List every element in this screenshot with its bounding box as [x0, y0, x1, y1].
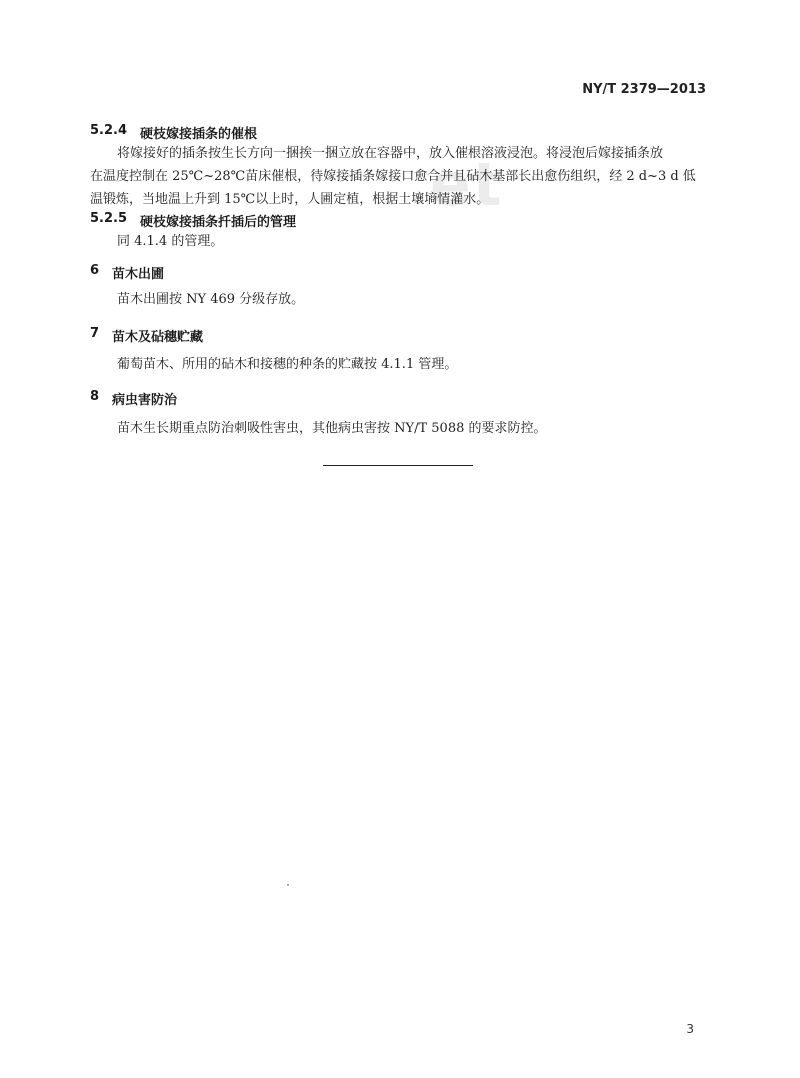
- section-title: 苗木出圃: [112, 267, 165, 282]
- paragraph-line: 将嫁接好的插条按生长方向一捆挨一捆立放在容器中，放入催根溶液浸泡。将浸泡后嫁接插条放: [117, 146, 664, 161]
- end-rule: [323, 465, 473, 466]
- paragraph-line: 苗木生长期重点防治刺吸性害虫，其他病虫害按 NY/T 5088 的要求防控。: [117, 421, 547, 436]
- section-title: 苗木及砧穗贮藏: [112, 330, 204, 345]
- section-title: 硬枝嫁接插条的催根: [140, 127, 258, 142]
- section-title: 病虫害防治: [112, 393, 178, 408]
- section-number: 7: [90, 326, 100, 341]
- section-number: 5.2.4: [90, 123, 128, 138]
- paragraph-line: 在温度控制在 25℃~28℃苗床催根，待嫁接插条嫁接口愈合并且砧木基部长出愈伤组织，经 2 d~3 d 低: [90, 169, 696, 184]
- watermark: et: [430, 150, 504, 220]
- page-number: 3: [686, 1022, 694, 1036]
- paragraph-line: 同 4.1.4 的管理。: [117, 234, 224, 249]
- paragraph-line: 温锻炼，当地温上升到 15℃以上时，人圃定植，根据土壤墒情灌水。: [90, 192, 490, 207]
- section-title: 硬枝嫁接插条扦插后的管理: [140, 215, 297, 230]
- standard-number: NY/T 2379—2013: [582, 82, 706, 97]
- section-number: 5.2.5: [90, 211, 128, 226]
- scan-speck: [287, 884, 289, 886]
- section-number: 6: [90, 263, 100, 278]
- paragraph-line: 葡萄苗木、所用的砧木和接穗的种条的贮藏按 4.1.1 管理。: [117, 357, 458, 372]
- paragraph-line: 苗木出圃按 NY 469 分级存放。: [117, 292, 305, 307]
- section-number: 8: [90, 389, 100, 404]
